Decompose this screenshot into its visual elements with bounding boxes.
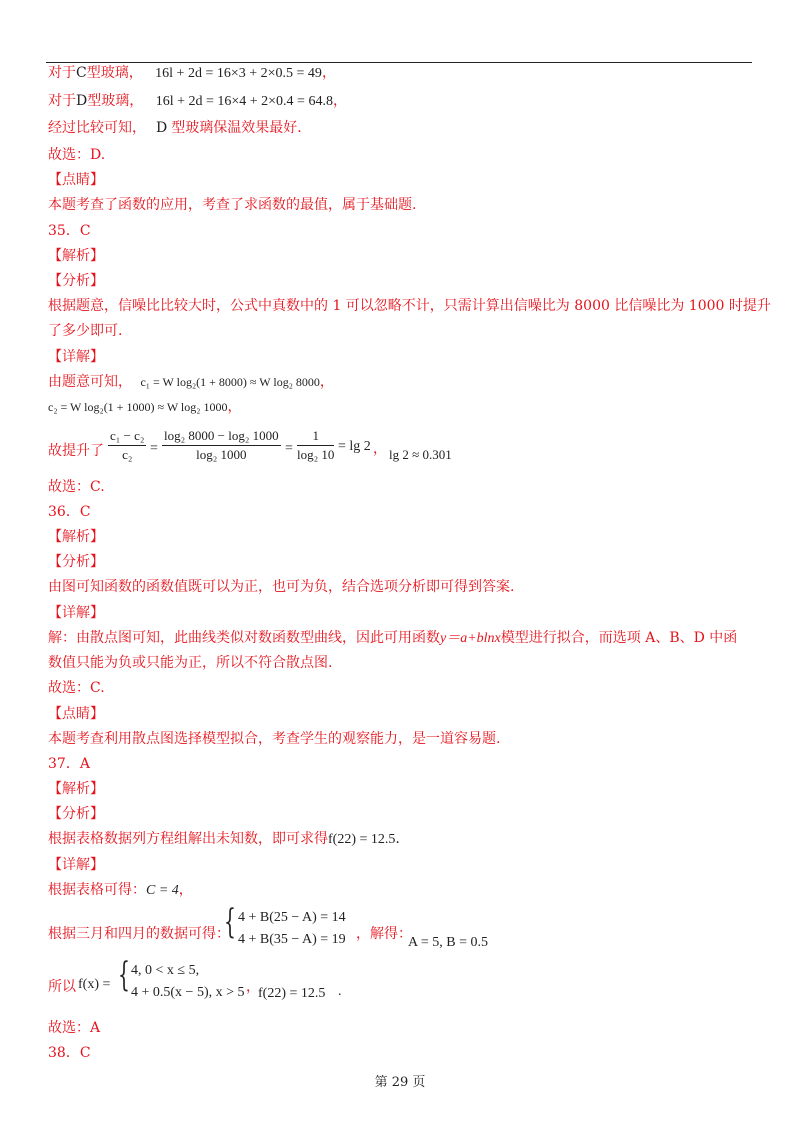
fraction-3	[297, 428, 334, 463]
denominator: log₂ 10	[297, 447, 335, 462]
text: 经过比较可知，	[48, 120, 146, 136]
punct: ，	[178, 882, 193, 898]
analysis-line: 由图可知函数的函数值既可以为正，也可为负，结合选项分析即可得到答案.	[48, 579, 515, 595]
formula: 16l + 2d = 16×4 + 2×0.4 = 64.8	[155, 94, 333, 109]
answer-line: 故选：C.	[48, 680, 105, 696]
formula: c₁ = W log₂(1 + 8000) ≈ W log₂ 8000	[140, 375, 320, 389]
analysis-line-1: 根据题意，信噪比比较大时，公式中真数中的 1 可以忽略不计，只需计算出信噪比为 8000 比信噪比为 1000 时提升	[48, 298, 771, 314]
detail-line-1	[48, 629, 737, 648]
numerator: log₂ 8000 − log₂ 1000	[162, 428, 281, 446]
line-c-value	[48, 881, 193, 900]
formula: y＝a+blnx	[440, 631, 501, 646]
text: 由题意可知，	[48, 374, 132, 390]
question-number: 36．C	[48, 504, 91, 520]
analysis-line	[48, 830, 400, 849]
answer-line: 故选：D.	[48, 147, 106, 163]
answer-line: 故选：A	[48, 1020, 101, 1036]
letter: D	[76, 93, 88, 109]
letter: C	[76, 65, 87, 81]
equation-row-1: 4 + B(25 − A) = 14	[238, 910, 346, 925]
line-glass-c	[48, 64, 336, 83]
remark-line: 本题考查利用散点图选择模型拟合，考查学生的观察能力，是一道容易题.	[48, 731, 501, 747]
formula: f(22) = 12.5	[328, 832, 396, 847]
text: 对于	[48, 93, 76, 109]
analysis-line-2: 了多少即可.	[48, 323, 123, 339]
punct: .	[395, 831, 400, 847]
section-xiangjie: 【详解】	[48, 605, 104, 621]
formula: 16l + 2d = 16×3 + 2×0.5 = 49	[155, 66, 322, 81]
line-glass-d	[48, 92, 347, 111]
section-fenxi: 【分析】	[48, 806, 104, 822]
line-comparison	[48, 119, 302, 137]
text: 根据表格数据列方程组解出未知数，即可求得	[48, 831, 328, 847]
fx-label: f(x) =	[78, 977, 111, 992]
answer-line: 故选：C.	[48, 479, 105, 495]
result: f(22) = 12.5	[258, 986, 326, 1001]
punct: ，	[321, 65, 336, 81]
formula: c₂ = W log₂(1 + 1000) ≈ W log₂ 1000	[48, 400, 228, 414]
question-number: 37．A	[48, 756, 90, 772]
text: 根据表格可得：	[48, 882, 146, 898]
punct: ，	[373, 441, 387, 457]
line-increase-text: 故提升了	[48, 443, 104, 459]
solution: A = 5, B = 0.5	[408, 935, 488, 950]
text: 型玻璃，	[87, 93, 144, 109]
numerator: 1	[297, 428, 334, 446]
left-brace: {	[118, 955, 130, 995]
piecewise-intro: 所以	[48, 979, 76, 995]
left-brace: {	[224, 902, 236, 942]
equation-row-2: 4 + B(35 − A) = 19	[238, 932, 346, 947]
section-fenxi: 【分析】	[48, 273, 104, 289]
system-intro: 根据三月和四月的数据可得：	[48, 926, 230, 942]
text: 模型进行拟合，而选项 A、B、D 中函	[500, 630, 738, 646]
numerator: c₁ − c₂	[108, 428, 146, 446]
section-xiangjie: 【详解】	[48, 349, 104, 365]
text: 型玻璃，	[86, 65, 143, 81]
solve-text: ，解得：	[356, 926, 412, 942]
question-number: 35．C	[48, 223, 91, 239]
lg2-approx: lg 2 ≈ 0.301	[389, 447, 452, 462]
line-c2	[48, 398, 241, 416]
punct: ，	[246, 979, 260, 995]
punct: ，	[227, 399, 242, 415]
page-number: 第 29 页	[374, 1075, 426, 1090]
piece-row-2: 4 + 0.5(x − 5), x > 5	[131, 985, 245, 1000]
section-jiexi: 【解析】	[48, 248, 104, 264]
line-c1	[48, 373, 334, 391]
text: 型玻璃保温效果最好.	[171, 120, 302, 136]
section-dianjing: 【点睛】	[48, 706, 104, 722]
section-jiexi: 【解析】	[48, 529, 104, 545]
section-dianjing: 【点睛】	[48, 172, 104, 188]
section-fenxi: 【分析】	[48, 554, 104, 570]
detail-line-2: 数值只能为负或只能为正，所以不符合散点图.	[48, 655, 333, 671]
equals-sign: =	[285, 441, 293, 456]
punct: ，	[319, 374, 334, 390]
section-xiangjie: 【详解】	[48, 857, 104, 873]
formula: C = 4	[146, 883, 179, 898]
equals-sign: =	[150, 441, 158, 456]
fraction-1	[108, 428, 146, 463]
piece-row-1: 4, 0 < x ≤ 5,	[131, 963, 200, 978]
question-number: 38．C	[48, 1045, 91, 1061]
punct: .	[338, 984, 342, 999]
remark-line: 本题考查了函数的应用，考查了求函数的最值，属于基础题.	[48, 197, 417, 213]
fraction-2	[162, 428, 281, 463]
denominator: log₂ 1000	[196, 447, 247, 462]
header-rule	[46, 62, 752, 63]
text: 对于	[48, 65, 76, 81]
result-lg2: = lg 2	[338, 439, 371, 454]
text: 解：由散点图可知，此曲线类似对数函数型曲线，因此可用函数	[48, 630, 440, 646]
punct: ，	[332, 93, 347, 109]
denominator: c₂	[122, 447, 133, 462]
section-jiexi: 【解析】	[48, 781, 104, 797]
letter: D	[156, 120, 168, 136]
